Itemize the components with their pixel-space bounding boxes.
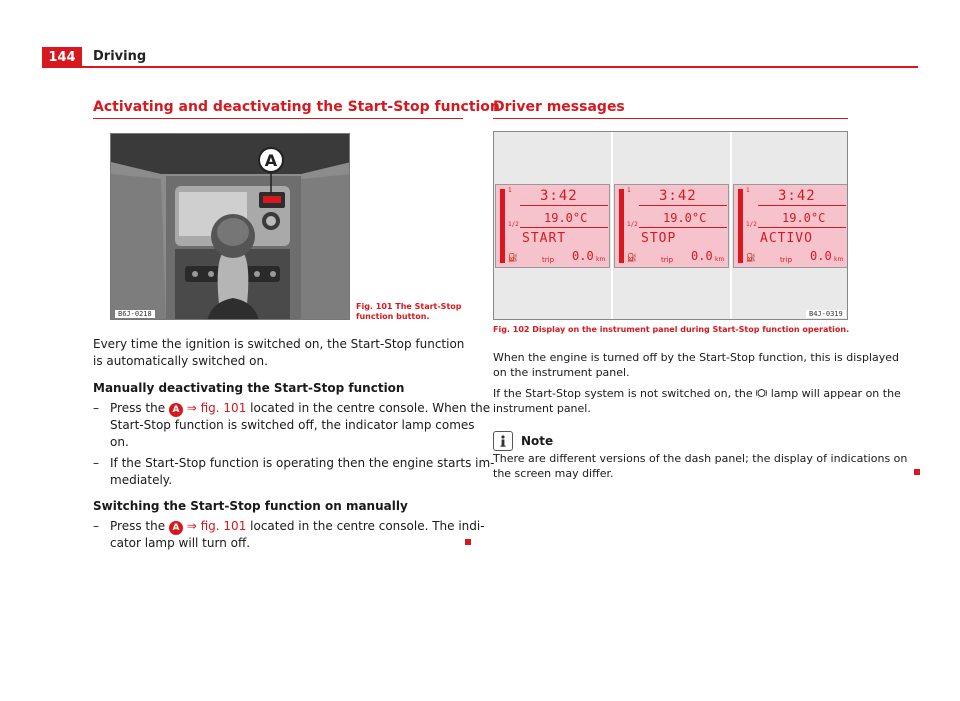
clock-readout: 3:42: [540, 188, 578, 204]
unit-label: km: [596, 256, 606, 263]
figure-102-caption: Fig. 102 Display on the instrument panel during Start-Stop function operation.: [493, 325, 850, 334]
status-message: ACTIVO: [760, 231, 813, 246]
lcd-divider: [639, 205, 727, 206]
odometer-readout: 0.0: [572, 249, 594, 263]
scale-label: 1/2: [746, 221, 757, 228]
item-text: on.: [110, 435, 129, 449]
figure-101-caption: Fig. 101 The Start-Stop function button.: [356, 302, 462, 321]
figure-reference-link[interactable]: ⇒ fig. 101: [186, 519, 247, 533]
item-text: mediately.: [110, 473, 173, 487]
trip-label: trip: [780, 256, 793, 264]
start-stop-lamp-icon: [756, 387, 771, 400]
paragraph-line: the screen may differ.: [493, 467, 614, 480]
item-text: located in the centre console. When the: [250, 401, 491, 415]
header-rule: [42, 66, 918, 68]
lcd-divider: [520, 227, 608, 228]
subhead-deactivate: Manually deactivating the Start-Stop function: [93, 381, 405, 395]
scale-label: 1/2: [627, 221, 638, 228]
temperature-readout: 19.0°C: [663, 211, 707, 225]
odometer-readout: 0.0: [810, 249, 832, 263]
temperature-readout: 19.0°C: [544, 211, 588, 225]
list-dash: –: [93, 519, 99, 533]
item-text: Start-Stop function is switched off, the indicator lamp comes: [110, 418, 475, 432]
lcd-display-start: [495, 184, 610, 268]
note-icon: [493, 431, 513, 451]
subhead-activate: Switching the Start-Stop function on manually: [93, 499, 408, 513]
lcd-divider: [520, 205, 608, 206]
paragraph-text: lamp will appear on the: [770, 387, 901, 400]
paragraph-not-switched-on: [493, 386, 901, 416]
center-console-illustration: [111, 134, 350, 320]
lcd-divider: [758, 205, 846, 206]
fuel-pump-icon: ⛽: [746, 253, 756, 262]
right-heading-rule: [493, 118, 848, 119]
marker-a-badge: A: [169, 521, 183, 535]
lcd-display-stop: [614, 184, 729, 268]
scale-label: 1/2: [508, 221, 519, 228]
status-message: START: [522, 231, 567, 246]
list-dash: –: [93, 456, 99, 470]
list-dash: –: [93, 401, 99, 415]
figure-code: B6J-0218: [115, 310, 155, 318]
temperature-readout: 19.0°C: [782, 211, 826, 225]
list-item: [93, 518, 485, 552]
note-title: Note: [521, 434, 554, 448]
fuel-pump-icon: ⛽: [627, 253, 637, 262]
status-message: STOP: [641, 231, 677, 246]
paragraph-text: If the Start-Stop system is not switched on, the: [493, 387, 753, 400]
left-heading: Activating and deactivating the Start-Stop function: [93, 99, 500, 115]
scale-label: 1: [508, 187, 512, 194]
list-item: [93, 400, 491, 452]
fuel-pump-icon: ⛽: [508, 253, 518, 262]
scale-label: 1: [627, 187, 631, 194]
section-end-marker: [465, 539, 471, 545]
paragraph-line: When the engine is turned off by the Start-Stop function, this is displayed: [493, 351, 900, 364]
clock-readout: 3:42: [778, 188, 816, 204]
fuel-gauge-bar: [500, 189, 505, 263]
item-text: Press the: [110, 519, 166, 533]
odometer-readout: 0.0: [691, 249, 713, 263]
intro-paragraph: Every time the ignition is switched on, the Start-Stop function is automatically switched on.: [93, 337, 465, 368]
fuel-gauge-bar: [738, 189, 743, 263]
fuel-gauge-bar: [619, 189, 624, 263]
note-text: [493, 451, 907, 481]
figure-code: B4J-0319: [806, 310, 846, 318]
callout-letter: A: [264, 151, 278, 170]
paragraph-line: instrument panel.: [493, 402, 591, 415]
right-heading: Driver messages: [493, 99, 625, 115]
item-text: cator lamp will turn off.: [110, 536, 251, 550]
section-end-marker: [914, 469, 920, 475]
item-text: If the Start-Stop function is operating then the engine starts im-: [110, 456, 495, 470]
unit-label: km: [834, 256, 844, 263]
trip-label: trip: [661, 256, 674, 264]
section-title: Driving: [93, 49, 147, 64]
figure-start-stop-button: [110, 133, 350, 320]
paragraph-line: There are different versions of the dash panel; the display of indications on: [493, 452, 908, 465]
lcd-divider: [639, 227, 727, 228]
scale-label: 1: [746, 187, 750, 194]
figure-reference-link[interactable]: ⇒ fig. 101: [186, 401, 247, 415]
paragraph-engine-off: [493, 350, 899, 380]
item-text: Press the: [110, 401, 166, 415]
figure-instrument-displays: [493, 131, 848, 320]
paragraph-line: on the instrument panel.: [493, 366, 630, 379]
lcd-display-activo: [733, 184, 848, 268]
item-text: located in the centre console. The indi-: [250, 519, 485, 533]
clock-readout: 3:42: [659, 188, 697, 204]
marker-a-badge: A: [169, 403, 183, 417]
trip-label: trip: [542, 256, 555, 264]
unit-label: km: [715, 256, 725, 263]
page-number: 144: [42, 47, 82, 67]
list-item: [93, 455, 495, 489]
lcd-divider: [758, 227, 846, 228]
left-heading-rule: [93, 118, 463, 119]
